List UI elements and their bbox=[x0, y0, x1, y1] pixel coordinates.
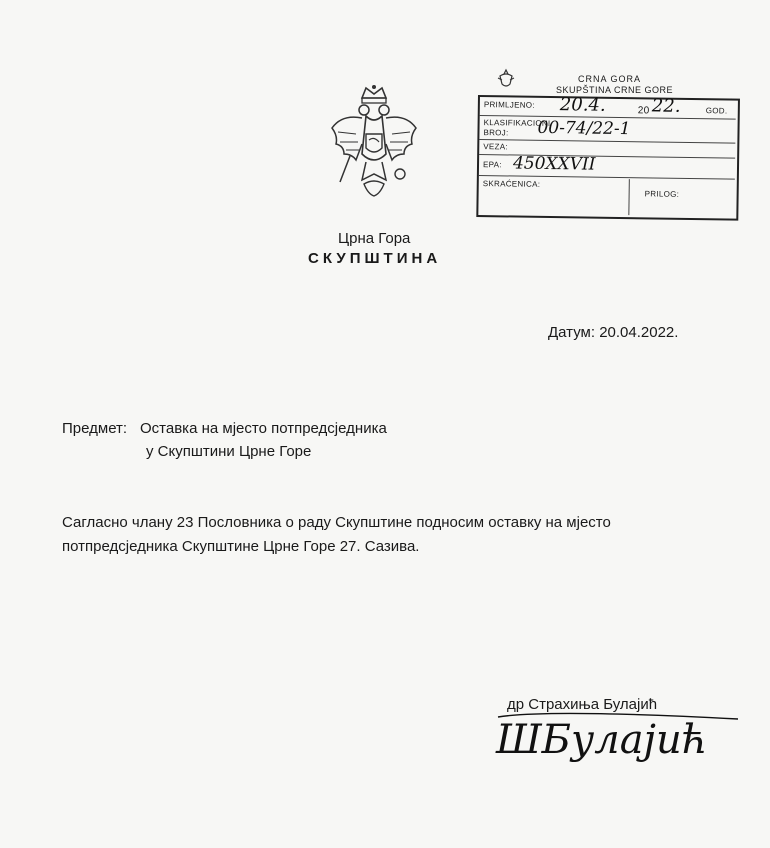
handwritten-signature bbox=[488, 703, 748, 773]
stamp-rule bbox=[479, 139, 735, 144]
signature-text: ШБулајић bbox=[496, 717, 708, 763]
epa-label: EPA: bbox=[482, 160, 502, 170]
stamp-box bbox=[476, 95, 740, 221]
veza-label: VEZA: bbox=[483, 142, 508, 152]
broj-label: BROJ: bbox=[483, 128, 509, 138]
subject-line-2: у Скупштини Црне Горе bbox=[146, 443, 312, 460]
epa-value: 450XXVII bbox=[512, 153, 596, 175]
god-label: GOD. bbox=[705, 106, 728, 116]
body-paragraph: Сагласно члану 23 Пословника о раду Скупштине подносим оставку на мјесто потпредсједника Скупштине Црне Горе 27. Сазива. bbox=[62, 514, 611, 555]
primljeno-value: 20.4. bbox=[559, 94, 606, 116]
date-label: Датум: bbox=[548, 324, 596, 341]
year-prefix: 20 bbox=[637, 105, 650, 117]
year-value: 22. bbox=[651, 95, 681, 117]
stamp-title-2: SKUPŠTINA CRNE GORE bbox=[556, 85, 674, 95]
date-line bbox=[548, 324, 678, 341]
stamp-title-1: CRNA GORA bbox=[578, 74, 642, 84]
date-value: 20.04.2022. bbox=[599, 324, 679, 341]
broj-value: 00-74/22-1 bbox=[537, 117, 631, 140]
subject-block bbox=[62, 417, 387, 463]
subject-label: Предмет: bbox=[62, 420, 128, 437]
subject-line-1: Оставка на мјесто потпредсједника bbox=[140, 420, 387, 437]
skracenica-label: SKRAĆENICA: bbox=[482, 179, 541, 189]
primljeno-label: PRIMLJENO: bbox=[483, 100, 535, 110]
signer-name: др Страхиња Булајић bbox=[507, 696, 658, 713]
institution-name: СКУПШТИНА bbox=[308, 250, 442, 267]
stamp-divider bbox=[628, 179, 630, 215]
coat-of-arms-emblem bbox=[328, 84, 420, 202]
prilog-label: PRILOG: bbox=[644, 189, 680, 199]
stamp-emblem-icon bbox=[494, 68, 518, 92]
klasifikacioni-label: KLASIFIKACIONI bbox=[483, 118, 551, 129]
country-name: Црна Гора bbox=[338, 230, 411, 247]
